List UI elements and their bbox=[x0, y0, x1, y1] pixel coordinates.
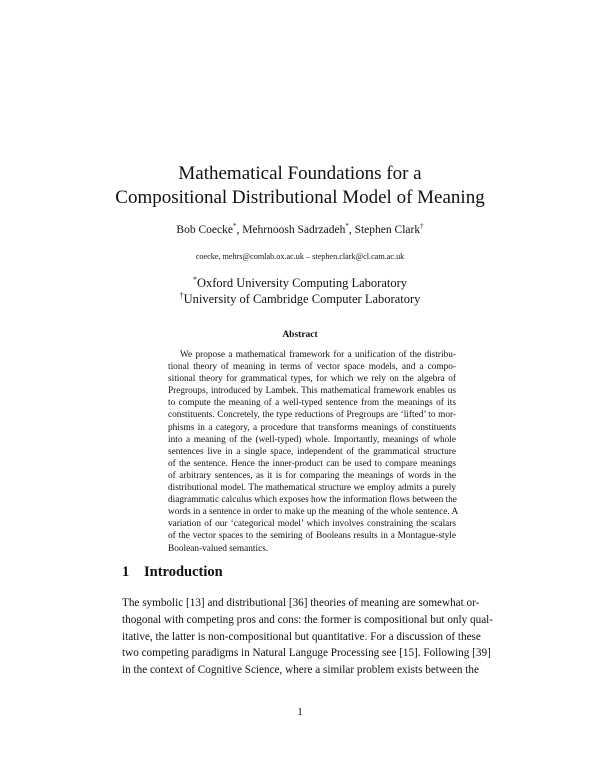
abstract-line: Boolean-valued semantics. bbox=[168, 543, 269, 554]
affiliation-mark: * bbox=[192, 275, 197, 284]
section-title: Introduction bbox=[144, 564, 223, 580]
abstract-line: We propose a mathematical framework for a unification of the distribu- bbox=[180, 350, 456, 360]
abstract-line: of arbitrary sentences, as it is for comparing the meanings of words in the bbox=[168, 470, 456, 481]
abstract-line: to compute the meaning of a well-typed sentence from the meanings of its bbox=[168, 398, 456, 409]
paper-title-line-1: Mathematical Foundations for a bbox=[178, 163, 422, 184]
section-number: 1 bbox=[122, 564, 130, 580]
abstract-line: tional theory of meaning in terms of vector space models, and a compo- bbox=[168, 362, 456, 373]
author-separator: , bbox=[236, 223, 243, 236]
abstract-line: distributional model. The mathematical structure we employ admits a purely bbox=[168, 483, 456, 494]
author-mark: * bbox=[232, 222, 237, 230]
abstract-line: phisms in a category, a procedure that transforms meanings of constituents bbox=[168, 422, 456, 433]
author-name: Bob Coecke bbox=[176, 223, 233, 236]
affiliation-oxford bbox=[0, 275, 600, 291]
abstract-body bbox=[168, 349, 459, 555]
intro-line: two competing paradigms in Natural Languge Processing see [15]. Following [39] bbox=[122, 647, 491, 660]
intro-line: itative, the latter is non-compositional but quantitative. For a discussion of these bbox=[122, 630, 481, 643]
author-mark: † bbox=[420, 222, 424, 230]
abstract-line: words in a sentence in order to make up the meaning of the whole sentence. A bbox=[168, 507, 459, 518]
abstract-line: of the vector spaces to the semiring of Booleans results in a Montague-style bbox=[168, 531, 456, 542]
section-heading bbox=[122, 564, 223, 581]
affiliation-text: Oxford University Computing Laboratory bbox=[196, 276, 408, 291]
abstract-line: variation of our ‘categorical model’ which involves constraining the scalars bbox=[168, 519, 456, 530]
abstract-line: diagrammatic calculus which exposes how the information flows between the bbox=[168, 495, 457, 506]
author-separator: , bbox=[348, 223, 355, 236]
paper-title-line-2: Compositional Distributional Model of Meaning bbox=[115, 187, 485, 208]
author-name: Stephen Clark bbox=[354, 223, 421, 236]
abstract-line: into a meaning of the (well-typed) whole. Importantly, meanings of whole bbox=[168, 434, 456, 445]
abstract-line: constituents. Concretely, the type reductions of Pregroups are ‘lifted’ to mor- bbox=[168, 410, 456, 421]
author-name: Mehrnoosh Sadrzadeh bbox=[242, 223, 346, 236]
author-mark: * bbox=[345, 222, 349, 230]
author-emails: coecke, mehrs@comlab.ox.ac.uk – stephen.clark@cl.cam.ac.uk bbox=[195, 252, 405, 261]
abstract-line: sitional theory for grammatical types, for which we rely on the algebra of bbox=[168, 374, 456, 385]
abstract-heading: Abstract bbox=[282, 330, 318, 340]
intro-line: thogonal with competing pros and cons: the former is compositional but only qual- bbox=[122, 613, 493, 626]
introduction-paragraph bbox=[122, 595, 493, 679]
intro-line: in the context of Cognitive Science, where a similar problem exists between the bbox=[122, 664, 479, 677]
affiliation-cambridge bbox=[0, 291, 600, 307]
intro-line: The symbolic [13] and distributional [36] theories of meaning are somewhat or- bbox=[122, 597, 480, 609]
abstract-line: sentences live in a single space, independent of the grammatical structure bbox=[168, 446, 456, 457]
page-number: 1 bbox=[297, 706, 303, 718]
abstract-line: Pregroups, introduced by Lambek. This mathematical framework enables us bbox=[168, 386, 456, 397]
affiliation-text: University of Cambridge Computer Laboratory bbox=[183, 292, 421, 307]
author-list bbox=[0, 222, 600, 236]
abstract-line: of the sentence. Hence the inner-product can be used to compare meanings bbox=[168, 458, 456, 469]
affiliation-mark: † bbox=[179, 291, 184, 300]
